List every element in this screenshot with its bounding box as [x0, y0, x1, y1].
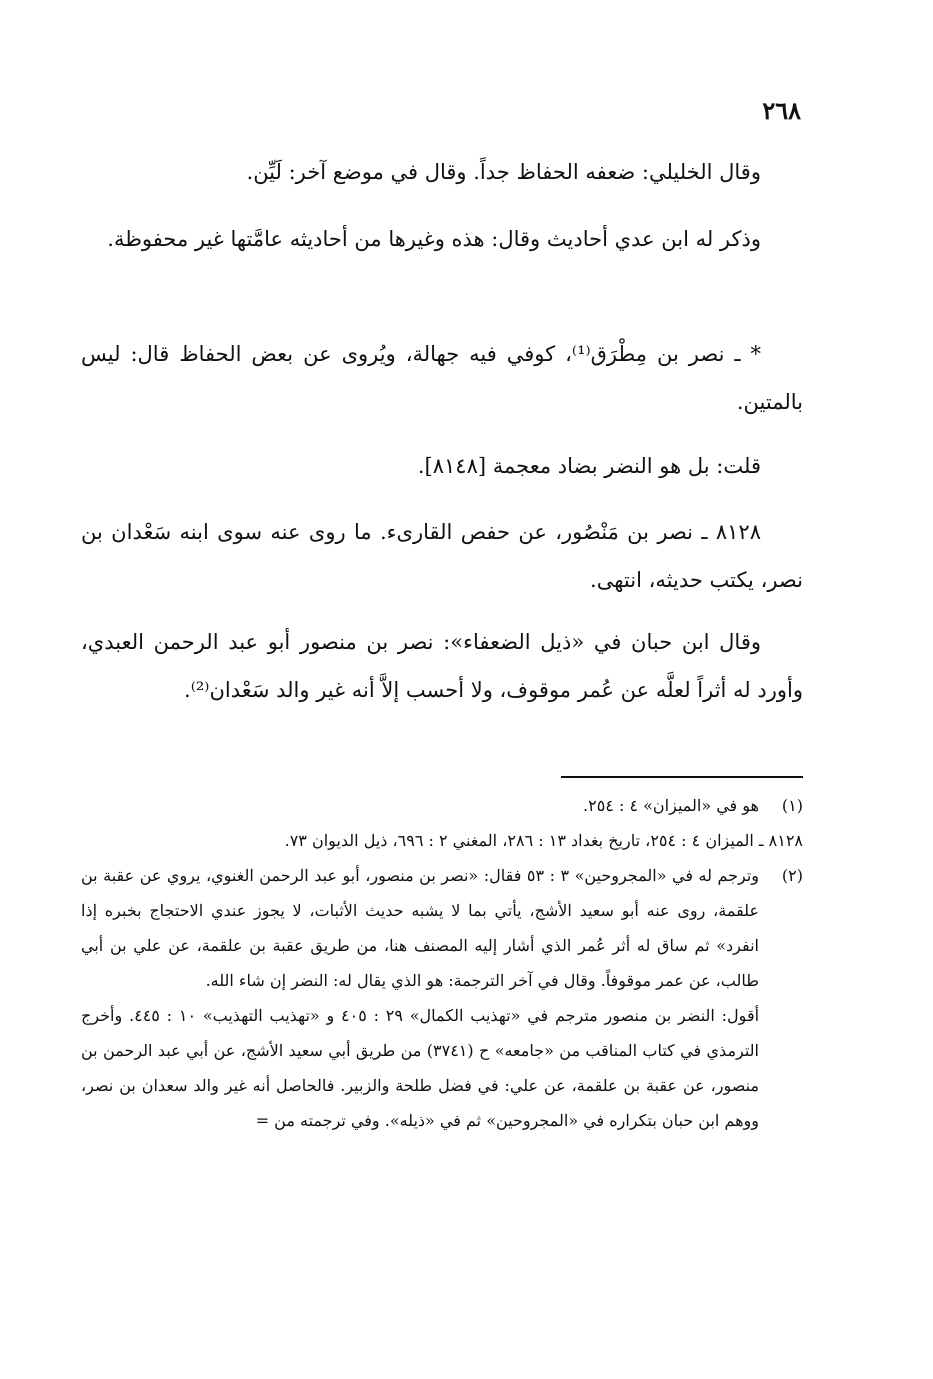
footnote-marker: (١): [781, 796, 803, 815]
footnotes: [81, 788, 803, 1138]
footnote-text: وترجم له في «المجروحين» ٣ : ٥٣ فقال: «نصر بن منصور، أبو عبد الرحمن الغنوي، يروي عن عقبة بن علقمة، روى عنه أبو سعيد الأشج، يأتي بما لا يشبه حديث الأثبات، لا يجوز عندي الاحتجاج بخبره إذا انفرد» ثم ساق له أثر عُمر الذي أشار إليه المصنف هنا، من طريق عقبة بن علقمة، عن علي بن أبي طالب، عن عمر موقوفاً. وقال في آخر الترجمة: هو الذي يقال له: النضر إن شاء الله.: [81, 866, 759, 990]
paragraph-text: وقال ابن حبان في «ذيل الضعفاء»: نصر بن منصور أبو عبد الرحمن العبدي، وأورد له أثراً لعلَّه عن عُمر موقوف، ولا أحسب إلاَّ أنه غير والد سَعْدان⁽²⁾.: [81, 630, 803, 702]
paragraph-text: وذكر له ابن عدي أحاديث وقال: هذه وغيرها من أحاديثه عامَّتها غير محفوظة.: [107, 227, 761, 251]
paragraph-ibn-adi: [81, 215, 803, 263]
footnote-comment: أقول: النضر بن منصور مترجم في «تهذيب الكمال» ٢٩ : ٤٠٥ و «تهذيب التهذيب» ١٠ : ٤٤٥. وأخرج الترمذي في كتاب المناقب من «جامعه» ح (٣٧٤١) من طريق أبي سعيد الأشج، عن أبي عبد الرحمن بن منصور، عن عقبة بن علقمة، عن علي: في فضل طلحة والزبير. فالحاصل أنه غير والد سعدان بن نصر، ووهم ابن حبان بتكراره في «المجروحين» ثم في «ذيله». وفي ترجمته من =: [81, 1006, 760, 1130]
footnote-text: هو في «الميزان» ٤ : ٢٥٤.: [583, 796, 759, 815]
footnote-marker: (٢): [781, 866, 803, 885]
entry-nasr-ibn-mitraq: [81, 330, 803, 426]
footnote-2: [81, 858, 803, 998]
paragraph-khalili: [81, 148, 803, 196]
footnote-divider: [561, 776, 803, 778]
page-number: ٢٦٨: [762, 96, 801, 125]
paragraph-text: قلت: بل هو النضر بضاد معجمة [٨١٤٨].: [417, 454, 761, 478]
paragraph-text: وقال الخليلي: ضعفه الحفاظ جداً. وقال في موضع آخر: لَيِّن.: [246, 160, 761, 184]
paragraph-ibn-hibban: [81, 618, 803, 714]
paragraph-text: * ـ نصر بن مِطْرَق⁽¹⁾، كوفي فيه جهالة، ويُروى عن بعض الحفاظ قال: ليس بالمتين.: [81, 342, 803, 414]
paragraph-qultu: [81, 442, 803, 490]
entry-8128: [81, 508, 803, 604]
footnote-sources: ٨١٢٨ ـ الميزان ٤ : ٢٥٤، تاريخ بغداد ١٣ : ٢٨٦، المغني ٢ : ٦٩٦، ذيل الديوان ٧٣.: [284, 831, 803, 850]
paragraph-text: ٨١٢٨ ـ نصر بن مَنْصُور، عن حفص القارىء. ما روى عنه سوى ابنه سَعْدان بن نصر، يكتب حديثه، انتهى.: [81, 520, 803, 592]
footnote-1: [81, 788, 803, 823]
